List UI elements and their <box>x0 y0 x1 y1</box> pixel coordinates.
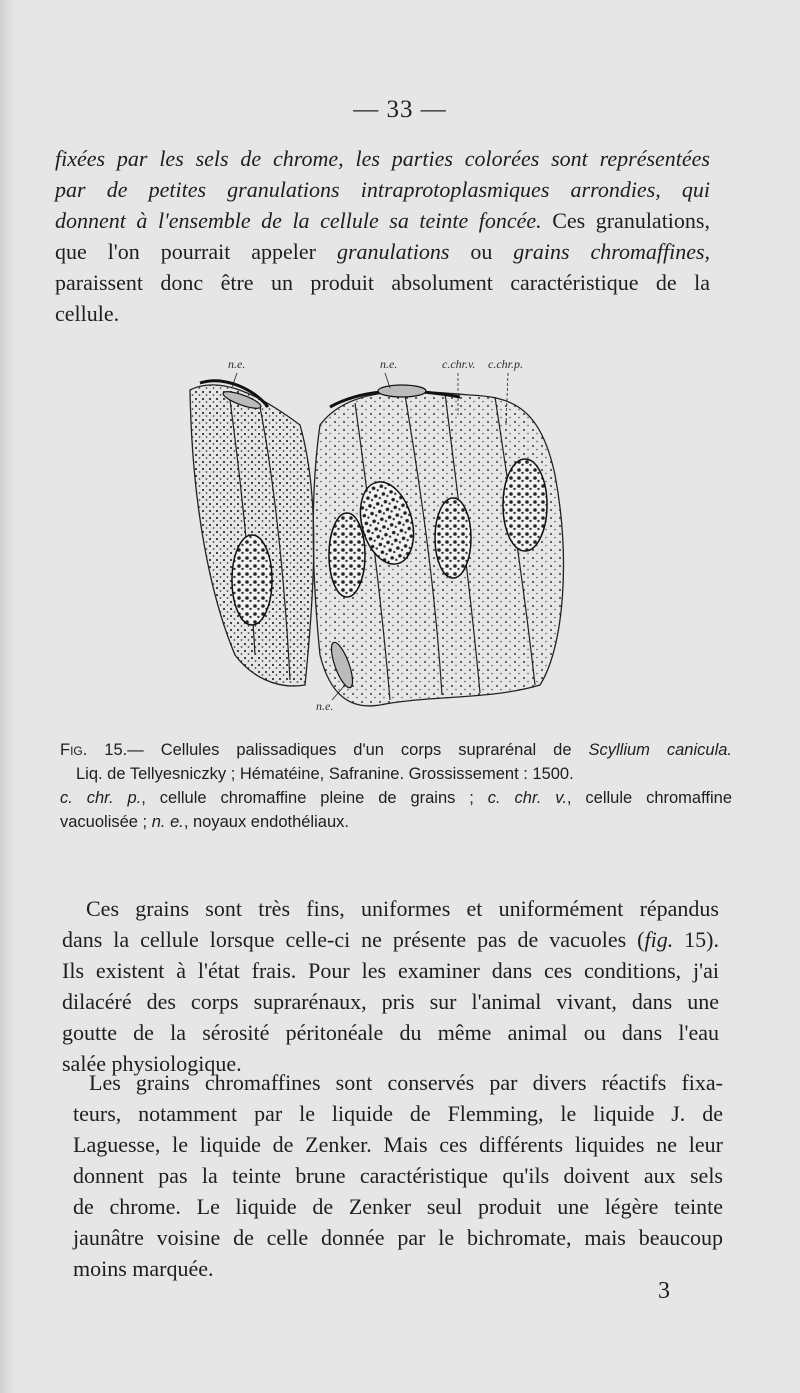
figure-15-illustration <box>180 355 575 735</box>
label-cchrv: c.chr.v. <box>442 357 476 371</box>
left-cell-group <box>190 381 314 686</box>
label-ne-mid: n.e. <box>380 357 398 371</box>
p1-line-4: dilacéré des corps suprarénaux, pris sur l'animal vivant, dans une <box>62 989 719 1014</box>
p2-line-3: Laguesse, le liquide de Zenker. Mais ces différents liquides ne leur <box>73 1132 723 1157</box>
intro-line-2: par de petites granulations intraprotoplasmiques arrondies, qui <box>55 177 710 202</box>
figure-caption <box>60 738 732 834</box>
page-footer-number: 3 <box>658 1278 670 1304</box>
label-ne-bottom: n.e. <box>316 699 334 713</box>
caption-line-1: Fig. 15.— Cellules palissadiques d'un corps suprarénal de Scyllium canicula. <box>60 741 732 759</box>
p2-line-7: moins marquée. <box>73 1256 214 1281</box>
caption-line-3: c. chr. p., cellule chromaffine pleine de grains ; c. chr. v., cellule chromaffine <box>60 789 732 807</box>
p1-line-1: Ces grains sont très fins, uniformes et uniformément répandus <box>86 896 719 921</box>
p2-line-1: Les grains chromaffines sont conservés par divers réactifs fixa- <box>89 1070 723 1095</box>
intro-line-1: fixées par les sels de chrome, les parties colorées sont représentées <box>55 146 710 171</box>
binding-shadow <box>0 0 14 1393</box>
p1-line-6: salée physiologique. <box>62 1051 242 1076</box>
intro-line-3: donnent à l'ensemble de la cellule sa teinte foncée. Ces granulations, <box>55 208 710 233</box>
paragraph-grains-description <box>62 893 719 1079</box>
label-ne-left: n.e. <box>228 357 246 371</box>
intro-line-6: cellule. <box>55 301 120 326</box>
p1-line-5: goutte de la sérosité péritonéale du même animal ou dans l'eau <box>62 1020 719 1045</box>
intro-line-5: paraissent donc être un produit absolument caractéristique de la <box>55 270 710 295</box>
p2-line-4: donnent pas la teinte brune caractéristique qu'ils doivent aux sels <box>73 1163 723 1188</box>
p1-line-2: dans la cellule lorsque celle-ci ne présente pas de vacuoles (fig. 15). <box>62 927 719 952</box>
cell-drawing <box>180 355 575 735</box>
p2-line-2: teurs, notamment par le liquide de Flemming, le liquide J. de <box>73 1101 723 1126</box>
intro-line-4: que l'on pourrait appeler granulations ou grains chromaffines, <box>55 239 711 264</box>
caption-line-4: vacuolisée ; n. e., noyaux endothéliaux. <box>60 813 349 831</box>
intro-paragraph <box>55 143 710 329</box>
right-cell-group <box>313 385 563 706</box>
page-header-number: — 33 — <box>353 96 447 123</box>
paragraph-fixatives <box>73 1067 723 1284</box>
label-cchrp: c.chr.p. <box>488 357 523 371</box>
p1-line-3: Ils existent à l'état frais. Pour les examiner dans ces conditions, j'ai <box>62 958 719 983</box>
p2-line-6: jaunâtre voisine de celle donnée par le bichromate, mais beaucoup <box>73 1225 723 1250</box>
p2-line-5: de chrome. Le liquide de Zenker seul produit une légère teinte <box>73 1194 723 1219</box>
caption-line-2: Liq. de Tellyesniczky ; Hématéine, Safranine. Grossissement : 1500. <box>76 765 574 783</box>
